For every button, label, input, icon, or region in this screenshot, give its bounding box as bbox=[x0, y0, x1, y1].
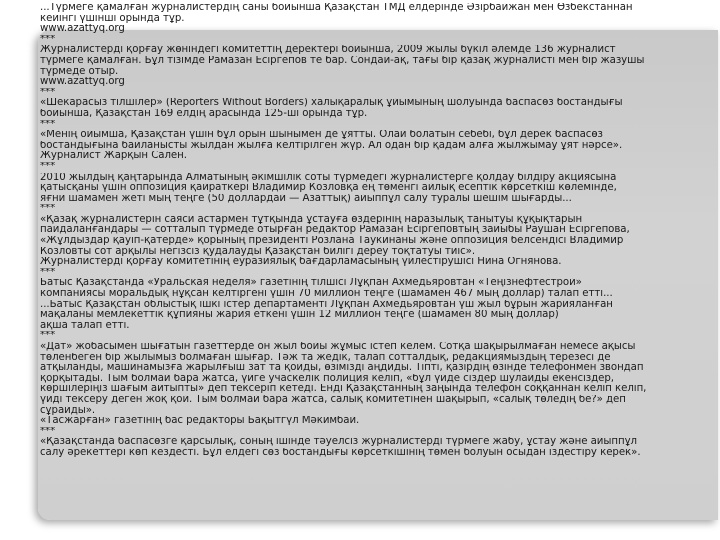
text-line: *** bbox=[40, 34, 56, 45]
text-line: бойынша, Қазақстан 169 елдің арасында 125-ші орында тұр. bbox=[40, 108, 368, 119]
text-line: «Шекарасыз тілшілер» (Reporters Without Borders) халықаралық ұйымының шолуында баспасөз бостандығы bbox=[40, 98, 623, 109]
text-line: пайдаланғандары — сотталып түрмеде отырған редактор Рамазан Есіргеповтың зайыбы Раушан Есіргепова, bbox=[40, 225, 630, 236]
text-line: Батыс Қазақстанда «Уральская неделя» газетінің тілшісі Лұқпан Ахмедьяровтан «Теңізнефтестрой» bbox=[40, 278, 582, 289]
article-text bbox=[40, 3, 710, 459]
text-line: *** bbox=[40, 331, 56, 342]
text-line: салу әрекеттері көп кездесті. Бұл елдегі сөз бостандығы көрсеткішінің төмен болуын осыдан іздестіру керек». bbox=[40, 447, 641, 458]
text-line: төленбеген бір жылымыз болмаған шығар. Тәж та жедік, талап сотталдық, редакциямыздың терезесі де bbox=[40, 352, 611, 363]
text-line: бостандығына байланысты жылдан жылға келтірілген жүр. Ал одан бір қадам алға жылжымау ұят нәрсе». bbox=[40, 140, 623, 151]
text-line: www.azattyq.org bbox=[40, 77, 125, 88]
text-line: яғни шамамен жеті мың теңге (50 доллардай — Азаттық) айыппұл салу туралы шешім шығарды... bbox=[40, 193, 572, 204]
text-line: компаниясы моральдық нұқсан келтіргені үшін 70 миллион теңге (шамамен 467 мың доллар) талап етті... bbox=[40, 289, 613, 300]
text-line: ...Түрмеге қамалған журналистердің саны бойынша Қазақстан ТМД елдерінде Әзірбайжан мен Өзбекстаннан bbox=[40, 3, 633, 13]
text-line: көршілеріңіз шағым айтыпты» деп тексеріп кетеді. Енді Қазақстанның заңында телефон соққаннан келіп келіп, bbox=[40, 384, 647, 395]
text-line: түрмеге қамалған. Бұл тізімде Рамазан Есіргепов те бар. Сондай-ақ, тағы бір қазақ журналисті мен бір жазушы bbox=[40, 55, 645, 66]
text-line: www.azattyq.org bbox=[40, 24, 125, 35]
text-line: Журналистерді қорғау комитетінің еуразиялық бағдарламасының үйлестірушісі Нина Огнянова. bbox=[40, 257, 562, 268]
text-line: ақша талап етті. bbox=[40, 320, 130, 331]
text-line: «Қазақстанда баспасөзге қарсылық, соның ішінде тәуелсіз журналистерді түрмеге жабу, ұстау және айыппұл bbox=[40, 437, 638, 448]
text-line: *** bbox=[40, 119, 56, 130]
text-line: сұрайды». bbox=[40, 405, 96, 416]
text-line: ...Батыс Қазақстан облыстық ішкі істер департаменті Лұқпан Ахмедьяровтан үш жыл бұрын жарияланған bbox=[40, 299, 613, 310]
text-line: «Дат» жобасымен шығатын газеттерде он жыл бойы жұмыс істеп келем. Сотқа шақырылмаған немесе ақысы bbox=[40, 342, 636, 352]
text-line: *** bbox=[40, 204, 56, 215]
text-line: Козловты сот арқылы негізсіз қудалауды Қазақстан билігі дереу тоқтатуы тиіс». bbox=[40, 246, 476, 257]
text-line: «Менің ойымша, Қазақстан үшін бұл орын шынымен де ұятты. Олай болатын себебі, бұл дерек баспасөз bbox=[40, 130, 603, 141]
text-line: «Тасжарған» газетінің бас редакторы Бақытгүл Мәкимбай. bbox=[40, 416, 360, 427]
text-line: Журналист Жарқын Сален. bbox=[40, 151, 187, 162]
text-line: Журналистерді қорғау жөніндегі комитеттің деректері бойынша, 2009 жылы бүкіл әлемде 136 журналист bbox=[40, 45, 616, 56]
text-line: қорқытады. Тым болмай бара жатса, үйге учаскелік полиция келіп, «бұл үйде сіздер шулайды екенсіздер, bbox=[40, 373, 614, 384]
text-line: қатысқаны үшін оппозиция қайраткері Владимир Козловқа ең төменгі айлық есептік көрсеткіш көлемінде, bbox=[40, 183, 617, 194]
text-line: мақаланы мемлекеттік құпияны жария еткені үшін 12 миллион теңге (шамамен 80 мың доллар) bbox=[40, 310, 559, 321]
text-line: кейінгі үшінші орында тұр. bbox=[40, 13, 185, 24]
text-line: *** bbox=[40, 426, 56, 437]
text-line: «Жұлдыздар қауіп-қатерде» қорының президенті Розлана Таукинаны және оппозиция белсендісі Владимир bbox=[40, 236, 624, 247]
text-line: 2010 жылдың қаңтарында Алматының әкімшілік соты түрмедегі журналистерге қолдау білдіру акциясына bbox=[40, 172, 617, 183]
text-line: атқыланды, машинамызға жарылғыш зат та қойды, өзімізді аңдиды. Тіпті, қазірдің өзінде телефонмен звондап bbox=[40, 363, 644, 374]
text-line: үйді тексеру деген жоқ қой. Тым болмай бара жатса, салық комитетінен шақырып, «салық төледің бе?» деп bbox=[40, 394, 626, 405]
text-line: *** bbox=[40, 87, 56, 98]
text-line: *** bbox=[40, 267, 56, 278]
text-line: түрмеде отыр. bbox=[40, 66, 119, 77]
text-line: «Қазақ журналистерін саяси астармен тұтқында ұстауға өздерінің наразылық танытуы құқықтарын bbox=[40, 214, 583, 225]
text-line: *** bbox=[40, 161, 56, 172]
